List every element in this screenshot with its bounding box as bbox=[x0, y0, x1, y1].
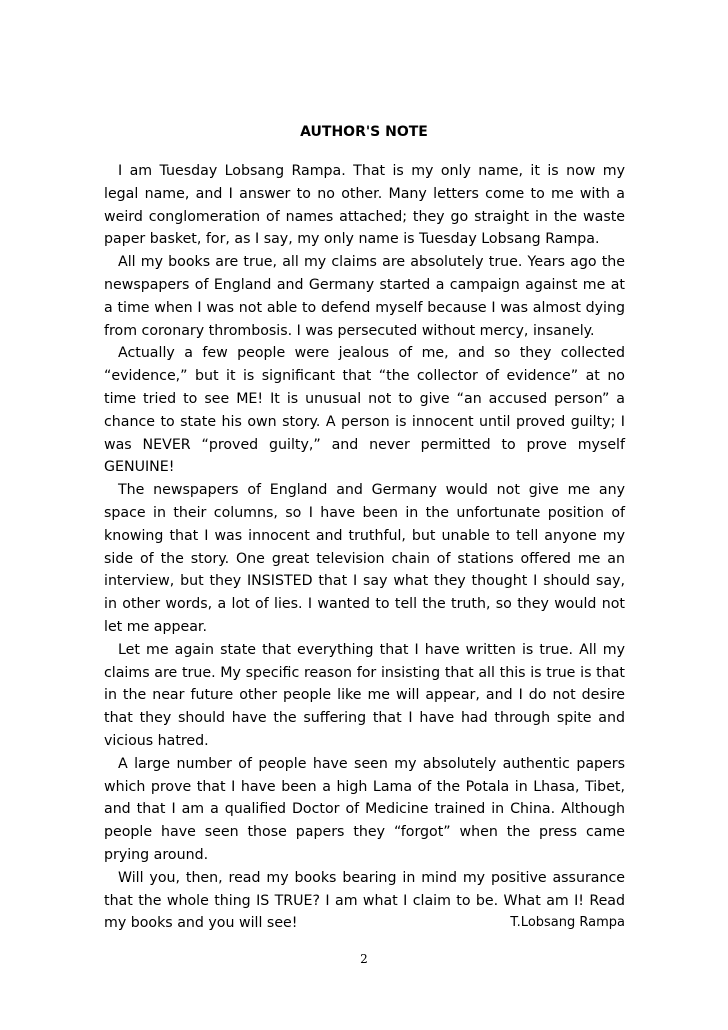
paragraph-5: Let me again state that everything that I have written is true. All my claims are true. My specific reason for insisting that all this is true is that in the near future other people like me will appear, and I do not desire that they should have the suffering that I have had through spite and vicious hatred. bbox=[104, 641, 625, 749]
page-number: 2 bbox=[360, 952, 368, 966]
page-title: AUTHOR'S NOTE bbox=[300, 124, 428, 140]
paragraph-2: All my books are true, all my claims are absolutely true. Years ago the newspapers of England and Germany started a campaign against me at a time when I was not able to defend myself because I was almost dying from coronary thrombosis. I was persecuted without mercy, insanely. bbox=[104, 254, 625, 339]
paragraph-4: The newspapers of England and Germany would not give me any space in their columns, so I have been in the unfortunate position of knowing that I was innocent and truthful, but unable to tell anyone my side of the story. One great television chain of stations offered me an interview, but they INSISTED that I say what they thought I should say, in other words, a lot of lies. I wanted to tell the truth, so they would not let me appear. bbox=[104, 482, 625, 635]
author-signature: T.Lobsang Rampa bbox=[510, 915, 625, 931]
paragraph-1: I am Tuesday Lobsang Rampa. That is my only name, it is now my legal name, and I answer to no other. Many letters come to me with a weird conglomeration of names attached; they go straight in the waste paper basket, for, as I say, my only name is Tuesday Lobsang Rampa. bbox=[104, 163, 625, 248]
paragraph-6: A large number of people have seen my absolutely authentic papers which prove that I have been a high Lama of the Potala in Lhasa, Tibet, and that I am a qualified Doctor of Medicine trained in China. Although people have seen those papers they “forgot” when the press came prying around. bbox=[104, 755, 625, 863]
paragraph-7: Will you, then, read my books bearing in mind my positive assurance that the whole thing IS TRUE? I am what I claim to be. What am I! Read my books and you will see! bbox=[104, 869, 625, 932]
paragraph-3: Actually a few people were jealous of me, and so they collected “evidence,” but it is significant that “the collector of evidence” at no time tried to see ME! It is unusual not to give “an accused person” a chance to state his own story. A person is innocent until proved guilty; I was NEVER “proved guilty,” and never permitted to prove myself GENUINE! bbox=[104, 345, 625, 476]
closing-block bbox=[104, 867, 625, 935]
note-body bbox=[104, 160, 625, 935]
